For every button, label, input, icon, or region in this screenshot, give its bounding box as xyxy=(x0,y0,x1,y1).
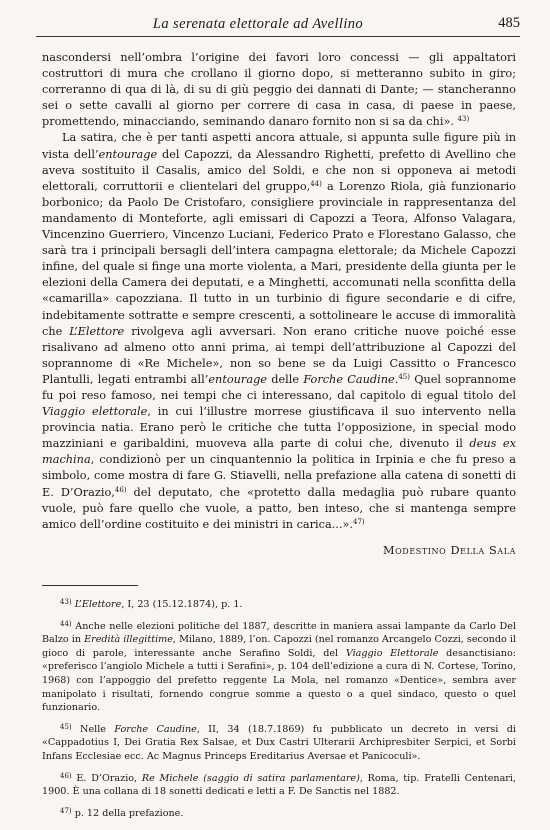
text-run: rivolgeva agli avversari. Non erano critiche nuove poiché esse risalivano ad almeno otto anni prima, ai tempi dell’attribuzione al Capozzi del soprannome di «Re Michele», non so bene se da Luigi Cassitto o Francesco Plantulli, legati entrambi all’ xyxy=(42,324,516,386)
text-run: , II, 34 (18.7.1869) fu pubblicato un decreto in versi di «Cappadotius I, Dei Gratia Rex Salsae, et Dux Castri Ulterarii Archipresbiter Serpici, et Sorbi Infans Ecclesiae ecc. Ac Magnus Princeps Ereditarius Aversae et Panicoculi». xyxy=(42,723,516,762)
italic-text: (saggio di satira parlamentare) xyxy=(203,772,360,784)
page-header xyxy=(36,14,520,37)
footnote-45 xyxy=(42,721,516,764)
text-run: delle xyxy=(267,372,304,386)
footnote-number: 43) xyxy=(60,598,72,606)
text-run: , Milano, 1889, l’on. Capozzi (nel romanzo Arcangelo Cozzi, secondo il gioco di parole, interessante anche Serafino Soldi, del xyxy=(42,634,517,659)
italic-text: Forche Caudine xyxy=(114,723,197,735)
footnote-44 xyxy=(42,618,516,715)
italic-text: entourage xyxy=(98,147,158,161)
page-number: 485 xyxy=(498,15,520,31)
text-run: La satira, che è per tanti aspetti ancora attuale, si appunta sulle figure più in vista dell’ xyxy=(42,131,516,161)
text-run: desanctisiano: «preferisco l’angiolo Michele a tutti i Serafini», p. 104 dell’edizione a cura di N. Cortese, Torino, 1968) con l’appoggio del prefetto reggente La Mola, nel romanzo «Dentice», sembra aver manipolato i risultati, fornendo congrue somme a questo o a quel sindaco, questo o quel funzionario. xyxy=(42,647,516,714)
running-title: La serenata elettorale ad Avellino xyxy=(152,16,364,32)
note-reference: 43) xyxy=(457,115,470,124)
footnote-number: 46) xyxy=(60,771,72,780)
text-run: a Lorenzo Riola, già funzionario borbonico; da Paolo De Cristofaro, consigliere provinciale in rappresentanza del mandamento di Monteforte, agli emissari di Capozzi a Teora, Alfonso Valagara, Vincenzino Guerriero, Vincenzo Luciani, Federico Prato e Florestano Galasso, che sarà tra i principali bersagli dell’intera campagna elettorale; da Michele Capozzi infine, del quale si finge una morte violenta, a Mari, presidente della giunta per le elezioni della Camera dei deputati, e a Minghetti, accomunati nella sconfitta della «camarilla» capozziana. Il tutto in un turbinio di figure secondarie e di cifre, indebitamente sottratte e sempre crescenti, a sottolineare le accuse di immoralità che xyxy=(42,179,516,338)
author-signature: Modestino Della Sala xyxy=(382,543,516,557)
footnote-47 xyxy=(42,805,516,821)
text-run: E. D’Orazio, xyxy=(71,772,142,784)
text-run: del Capozzi, da Alessandro Righetti, prefetto di Avellino che aveva sostituito il Casalis, amico del Soldi, e che non si opponeva ai metodi elettorali, corruttorii e clientelari del gruppo, xyxy=(42,147,516,193)
note-reference: 47) xyxy=(353,517,365,526)
text-run: p. 12 della prefazione. xyxy=(71,807,184,819)
text-run: del deputato, che «protetto dalla medaglia può rubare quanto vuole, può fare quello che vuole, a patto, ben inteso, che si mantenga sempre amico dell’ordine costituito e dei ministri in carica...». xyxy=(42,485,516,531)
body-text xyxy=(42,50,516,559)
footnote-46 xyxy=(42,770,516,799)
footnote-number: 44) xyxy=(60,619,72,628)
italic-text: Viaggio elettorale xyxy=(42,405,148,419)
footnotes xyxy=(42,596,516,826)
italic-text: deus ex machina xyxy=(42,437,516,467)
text-run: , condizionò per un cinquantennio la politica in Irpinia e che fu preso a simbolo, come mostra di fare G. Stiavelli, nella prefazione alla catena di sonetti di E. D’Orazio, xyxy=(42,453,516,499)
footnote-number: 47) xyxy=(60,806,72,815)
italic-text: Viaggio Elettorale xyxy=(345,647,439,659)
footnote-43 xyxy=(42,596,516,612)
text-run: , in cui l’illustre morrese giustificava il suo intervento nella provincia natia. Erano però le critiche che tutta l’opposizione, in special modo mazziniani e garibaldini, muoveva alla parte di colui che, divenuto il xyxy=(42,405,516,451)
text-run: , I, 23 (15.12.1874), p. 1. xyxy=(121,599,243,610)
italic-text: L’Elettore xyxy=(69,324,125,338)
italic-text: entourage xyxy=(208,372,267,386)
text-run: nascondersi nell’ombra l’origine dei favori loro concessi — gli appaltatori costruttori di mura che crollano il giorno dopo, si metteranno subito in giro; correranno di qua di là, di su di giù peggio dei dannati di Dante; — stancheranno sei o sette cavalli al giorno per correre di casa in casa, di paese in paese, promettendo, minacciando, seminando danaro fornito non si sa da chi». xyxy=(42,51,516,129)
italic-text: Re Michele xyxy=(141,772,199,784)
paragraph-satira xyxy=(42,130,516,532)
text-run: Anche nelle elezioni politiche del 1887, descritte in maniera assai lampante da Carlo Del Balzo in xyxy=(42,620,516,646)
footnote-number: 45) xyxy=(60,722,72,731)
italic-text: L’Elettore xyxy=(74,599,122,610)
text-run: Quel soprannome fu poi reso famoso, nei tempi che ci interessano, dal capitolo di egual titolo del xyxy=(42,372,517,402)
text-run: Nelle xyxy=(71,723,115,735)
note-reference: 46) xyxy=(114,485,127,494)
italic-text: Eredità illegittime xyxy=(84,634,173,646)
note-reference: 44) xyxy=(310,179,322,188)
paragraph-continuation xyxy=(42,50,516,130)
text-run: , Roma, tip. Fratelli Centenari, 1900. È una collana di 18 sonetti dedicati e letti a F. De Sanctis nel 1882. xyxy=(42,772,516,798)
note-reference: 45) xyxy=(398,372,410,381)
italic-text: Forche Caudine. xyxy=(303,372,399,386)
footnote-separator xyxy=(42,585,138,586)
